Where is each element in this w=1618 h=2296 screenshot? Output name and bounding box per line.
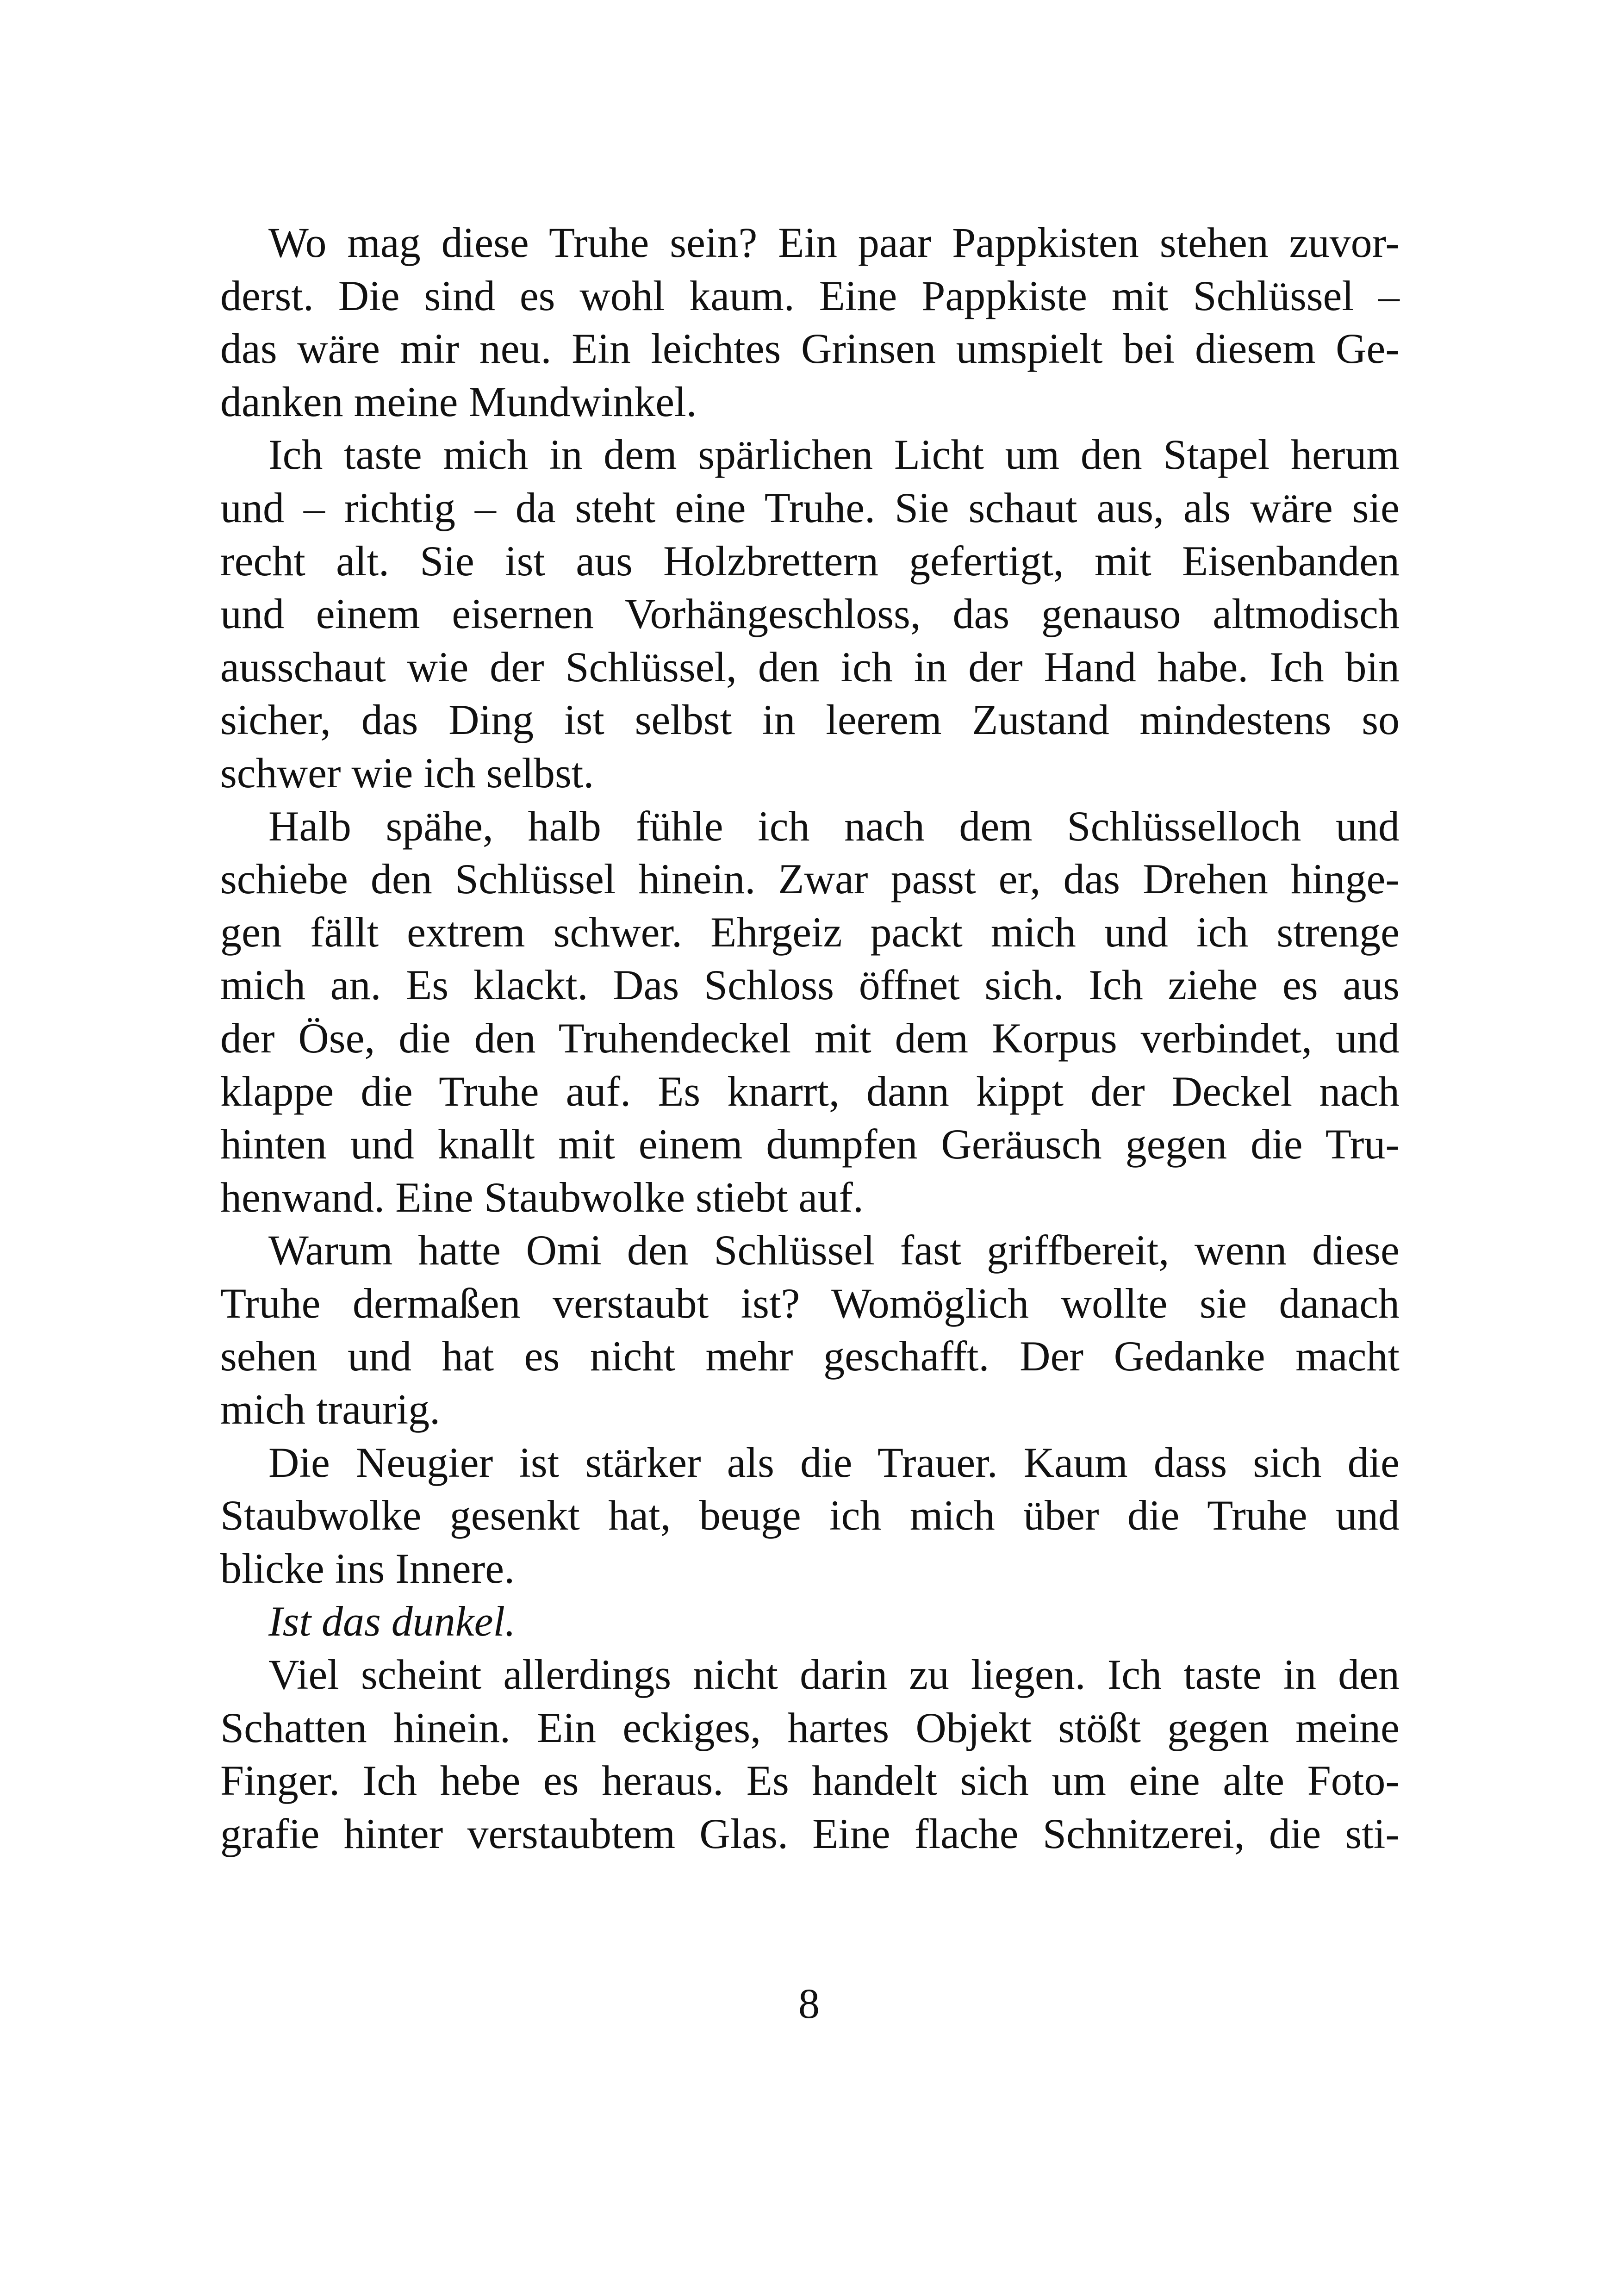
text-line: mich traurig. — [220, 1386, 441, 1433]
text-line: danken meine Mundwinkel. — [220, 378, 697, 425]
text-line: Halb spähe, halb fühle ich nach dem Schlüsselloch und — [268, 802, 1400, 850]
text-line: schiebe den Schlüssel hinein. Zwar passt er, das Drehen hinge- — [220, 855, 1400, 903]
text-line: Truhe dermaßen verstaubt ist? Womöglich wollte sie danach — [220, 1279, 1400, 1327]
text-line: Wo mag diese Truhe sein? Ein paar Pappkisten stehen zuvor- — [268, 219, 1400, 266]
text-line: und einem eisernen Vorhängeschloss, das genauso altmodisch — [220, 590, 1400, 638]
text-line: und – richtig – da steht eine Truhe. Sie schaut aus, als wäre sie — [220, 484, 1400, 531]
text-line: grafie hinter verstaubtem Glas. Eine flache Schnitzerei, die sti- — [220, 1810, 1400, 1857]
text-line: recht alt. Sie ist aus Holzbrettern gefertigt, mit Eisenbanden — [220, 537, 1400, 585]
text-line: das wäre mir neu. Ein leichtes Grinsen umspielt bei diesem Ge- — [220, 325, 1400, 373]
text-line: Schatten hinein. Ein eckiges, hartes Objekt stößt gegen meine — [220, 1704, 1400, 1751]
text-line: ausschaut wie der Schlüssel, den ich in der Hand habe. Ich bin — [220, 643, 1400, 691]
text-line: Warum hatte Omi den Schlüssel fast griffbereit, wenn diese — [268, 1226, 1400, 1274]
text-line: der Öse, die den Truhendeckel mit dem Korpus verbindet, und — [220, 1014, 1400, 1062]
text-line: Ich taste mich in dem spärlichen Licht um den Stapel herum — [268, 431, 1400, 479]
text-line: klappe die Truhe auf. Es knarrt, dann kippt der Deckel nach — [220, 1067, 1400, 1115]
text-line: hinten und knallt mit einem dumpfen Geräusch gegen die Tru- — [220, 1120, 1400, 1168]
text-line: sehen und hat es nicht mehr geschafft. Der Gedanke macht — [220, 1332, 1400, 1380]
page-number: 8 — [798, 1980, 820, 2027]
text-line: gen fällt extrem schwer. Ehrgeiz packt mich und ich strenge — [220, 908, 1400, 956]
text-line: henwand. Eine Staubwolke stiebt auf. — [220, 1173, 864, 1221]
text-line: schwer wie ich selbst. — [220, 749, 594, 796]
text-line: mich an. Es klackt. Das Schloss öffnet sich. Ich ziehe es aus — [220, 961, 1400, 1009]
text-line: derst. Die sind es wohl kaum. Eine Pappkiste mit Schlüssel – — [220, 272, 1400, 319]
body-text — [220, 216, 1400, 1860]
text-line: Staubwolke gesenkt hat, beuge ich mich über die Truhe und — [220, 1492, 1400, 1539]
text-line: Ist das dunkel. — [268, 1598, 516, 1645]
text-line: Finger. Ich hebe es heraus. Es handelt sich um eine alte Foto- — [220, 1757, 1400, 1804]
text-line: Viel scheint allerdings nicht darin zu liegen. Ich taste in den — [268, 1651, 1400, 1699]
text-line: blicke ins Innere. — [220, 1544, 515, 1592]
text-line: Die Neugier ist stärker als die Trauer. Kaum dass sich die — [268, 1438, 1400, 1486]
text-line: sicher, das Ding ist selbst in leerem Zustand mindestens so — [220, 696, 1400, 744]
